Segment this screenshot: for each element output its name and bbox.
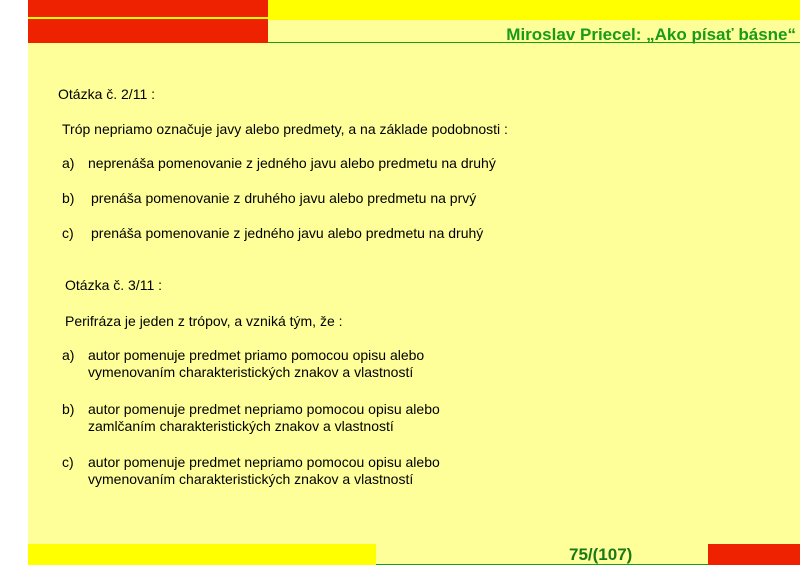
question-2-label: Otázka č. 2/11 :: [58, 86, 156, 102]
footer-yellow-bar: [28, 544, 376, 565]
question-2-option-c-text: prenáša pomenovanie z jedného javu alebo predmetu na druhý: [91, 225, 484, 241]
question-3-option-a-line2: vymenovaním charakteristických znakov a vlastností: [88, 364, 414, 380]
header-red-block: [28, 0, 268, 43]
question-2-option-a-letter: a): [62, 155, 75, 171]
question-3-option-a-line1: autor pomenuje predmet priamo pomocou opisu alebo: [88, 347, 425, 363]
question-2-option-b-text: prenáša pomenovanie z druhého javu alebo predmetu na prvý: [91, 190, 477, 206]
question-3-option-c-letter: c): [62, 454, 74, 470]
question-3-prompt: Perifráza je jeden z trópov, a vzniká tým, že :: [65, 313, 343, 329]
footer-red-block: [708, 544, 800, 565]
question-3-option-b-line1: autor pomenuje predmet nepriamo pomocou opisu alebo: [88, 401, 440, 417]
question-3-label: Otázka č. 3/11 :: [65, 277, 163, 293]
question-3-option-b-line2: zamlčaním charakteristických znakov a vlastností: [88, 418, 394, 434]
question-3-option-b-letter: b): [62, 401, 75, 417]
header-red-block-line: [28, 17, 268, 19]
question-3-option-c-line1: autor pomenuje predmet nepriamo pomocou opisu alebo: [88, 454, 440, 470]
page-number: 75/(107): [569, 545, 633, 564]
page-title: Miroslav Priecel: „Ako písať básne“: [506, 25, 796, 44]
question-2-option-b-letter: b): [62, 190, 75, 206]
question-2-option-c-letter: c): [62, 225, 74, 241]
question-3-option-a-letter: a): [62, 347, 75, 363]
question-2-option-a-text: neprenáša pomenovanie z jedného javu alebo predmetu na druhý: [88, 155, 496, 171]
question-3-option-c-line2: vymenovaním charakteristických znakov a vlastností: [88, 471, 414, 487]
question-2-prompt: Tróp nepriamo označuje javy alebo predmety, a na základe podobnosti :: [62, 121, 508, 137]
